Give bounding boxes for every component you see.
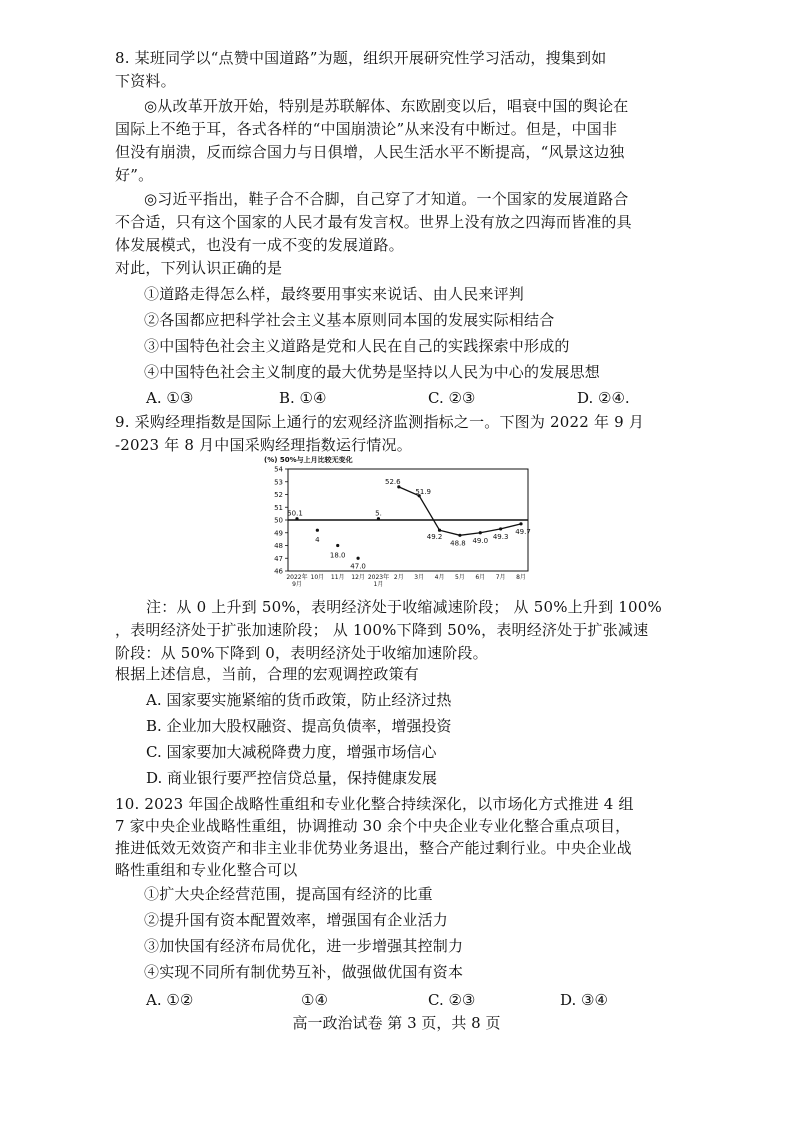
x-tick-label: 9月 (292, 581, 302, 588)
q9-option-b[interactable]: B. 企业加大股权融资、提高负债率，增强投资 (146, 717, 452, 735)
y-tick-label: 51 (274, 503, 283, 512)
pmi-line-chart (262, 453, 534, 588)
x-tick-label: 2022年 (286, 574, 308, 581)
page-footer: 高一政治试卷 第 3 页，共 8 页 (292, 1014, 501, 1032)
q9-ask: 根据上述信息，当前，合理的宏观调控政策有 (115, 665, 420, 683)
q10-statement: ②提升国有资本配置效率，增强国有企业活力 (144, 911, 449, 929)
y-tick-label: 49 (274, 529, 283, 538)
y-tick-label: 53 (274, 478, 283, 487)
q10-statement: ③加快国有经济布局优化，进一步增强其控制力 (144, 937, 464, 955)
q8-option-c[interactable]: C. ②③ (428, 389, 476, 407)
q9-option-c[interactable]: C. 国家要加大减税降费力度，增强市场信心 (146, 743, 437, 761)
y-tick-label: 54 (274, 465, 283, 474)
data-label: 50.1 (287, 509, 303, 518)
q8-material-1-line: 但没有崩溃，反而综合国力与日俱增，人民生活水平不断提高，“风景这边独 (115, 143, 625, 161)
q8-material-2-line: 不合适，只有这个国家的人民才最有发言权。世界上没有放之四海而皆准的具 (115, 213, 632, 231)
q8-stem-line: 8. 某班同学以“点赞中国道路”为题，组织开展研究性学习活动，搜集到如 (115, 49, 607, 67)
q8-statement: ②各国都应把科学社会主义基本原则同本国的发展实际相结合 (144, 311, 555, 329)
x-tick-label: 6月 (475, 574, 486, 581)
x-tick-label: 5月 (454, 574, 465, 581)
q9-note-line: 阶段：从 50%下降到 0，表明经济处于收缩加速阶段。 (115, 644, 488, 662)
data-label: 48.8 (450, 539, 466, 548)
q8-ask: 对此，下列认识正确的是 (115, 259, 283, 277)
data-point (458, 534, 461, 537)
q9-option-d[interactable]: D. 商业银行要严控信贷总量，保持健康发展 (146, 769, 438, 787)
data-label: 5. (375, 509, 382, 518)
q10-stem-line: 7 家中央企业战略性重组，协调推动 30 余个中央企业专业化整合重点项目， (115, 817, 631, 835)
q10-option-a[interactable]: A. ①② (146, 991, 194, 1009)
q10-option-c[interactable]: C. ②③ (428, 991, 476, 1009)
q8-material-1-line: 国际上不绝于耳，各式各样的“中国崩溃论”从来没有中断过。但是，中国非 (115, 120, 618, 138)
data-label: 52.6 (385, 477, 401, 486)
q8-statement: ③中国特色社会主义道路是党和人民在自己的实践探索中形成的 (144, 337, 570, 355)
q8-material-1-line: 好”。 (115, 166, 154, 184)
x-tick-label: 4月 (434, 574, 445, 581)
data-label: 49.0 (472, 536, 489, 545)
data-point (438, 529, 441, 532)
x-tick-label: 1月 (373, 581, 384, 588)
data-label: 4 (315, 536, 320, 545)
q9-option-a[interactable]: A. 国家要实施紧缩的货币政策，防止经济过热 (146, 691, 452, 709)
q8-material-2-line: 体发展模式，也没有一成不变的发展道路。 (115, 236, 404, 254)
q8-statement: ④中国特色社会主义制度的最大优势是坚持以人民为中心的发展思想 (144, 363, 601, 381)
data-point (336, 544, 339, 547)
q8-option-b[interactable]: B. ①④ (279, 389, 327, 407)
x-tick-label: 2023年 (367, 574, 390, 581)
data-label: 49.2 (426, 533, 443, 542)
y-tick-label: 46 (274, 567, 283, 576)
y-tick-label: 52 (274, 491, 283, 499)
data-label: 49.3 (492, 532, 509, 541)
data-point (356, 557, 359, 560)
q9-note-line: 注：从 0 上升到 50%，表明经济处于收缩减速阶段； 从 50%上升到 100% (146, 598, 662, 616)
x-tick-label: 12月 (351, 574, 365, 581)
q10-statement: ①扩大央企经营范围，提高国有经济的比重 (144, 885, 433, 903)
data-point (519, 522, 522, 525)
q10-option-d[interactable]: D. ③④ (560, 991, 608, 1009)
q10-stem-line: 略性重组和专业化整合可以 (115, 861, 298, 879)
x-tick-label: 8月 (516, 574, 526, 581)
q9-note-line: ，表明经济处于扩张加速阶段； 从 100%下降到 50%，表明经济处于扩张减速 (115, 621, 649, 639)
data-label: 51.9 (415, 487, 431, 496)
y-tick-label: 50 (274, 516, 283, 525)
x-tick-label: 3月 (414, 574, 425, 581)
q10-stem-line: 推进低效无效资产和非主业非优势业务退出，整合产能过剩行业。中央企业战 (115, 839, 632, 857)
y-tick-label: 48 (274, 542, 283, 550)
q9-stem-line: 9. 采购经理指数是国际上通行的宏观经济监测指标之一。下图为 2022 年 9 月 (115, 413, 645, 431)
q8-option-a[interactable]: A. ①③ (146, 389, 194, 407)
q8-material-1-line: ◎从改革开放开始，特别是苏联解体、东欧剧变以后，唱衰中国的舆论在 (144, 97, 629, 115)
chart-title: (%) 50%与上月比较无变化 (264, 456, 353, 464)
q9-stem-line: -2023 年 8 月中国采购经理指数运行情况。 (115, 436, 412, 454)
q8-option-d[interactable]: D. ②④. (577, 389, 630, 407)
x-tick-label: 10月 (310, 574, 325, 581)
data-point (499, 527, 502, 530)
data-label: 18.0 (329, 551, 346, 560)
x-tick-label: 2月 (393, 574, 404, 581)
data-label: 47.0 (350, 562, 366, 571)
q10-option-b[interactable]: ①④ (301, 991, 328, 1009)
x-tick-label: 11月 (330, 574, 345, 581)
y-tick-label: 47 (274, 554, 283, 563)
x-tick-label: 7月 (495, 574, 506, 581)
data-point (479, 531, 482, 534)
q10-stem-line: 10. 2023 年国企战略性重组和专业化整合持续深化，以市场化方式推进 4 组 (115, 795, 634, 813)
q8-statement: ①道路走得怎么样，最终要用事实来说话、由人民来评判 (144, 285, 525, 303)
data-point (316, 529, 319, 532)
q10-statement: ④实现不同所有制优势互补，做强做优国有资本 (144, 963, 464, 981)
q8-stem-line: 下资料。 (115, 72, 176, 90)
q8-material-2-line: ◎习近平指出，鞋子合不合脚，自己穿了才知道。一个国家的发展道路合 (144, 190, 629, 208)
data-label: 49.7 (515, 527, 531, 536)
